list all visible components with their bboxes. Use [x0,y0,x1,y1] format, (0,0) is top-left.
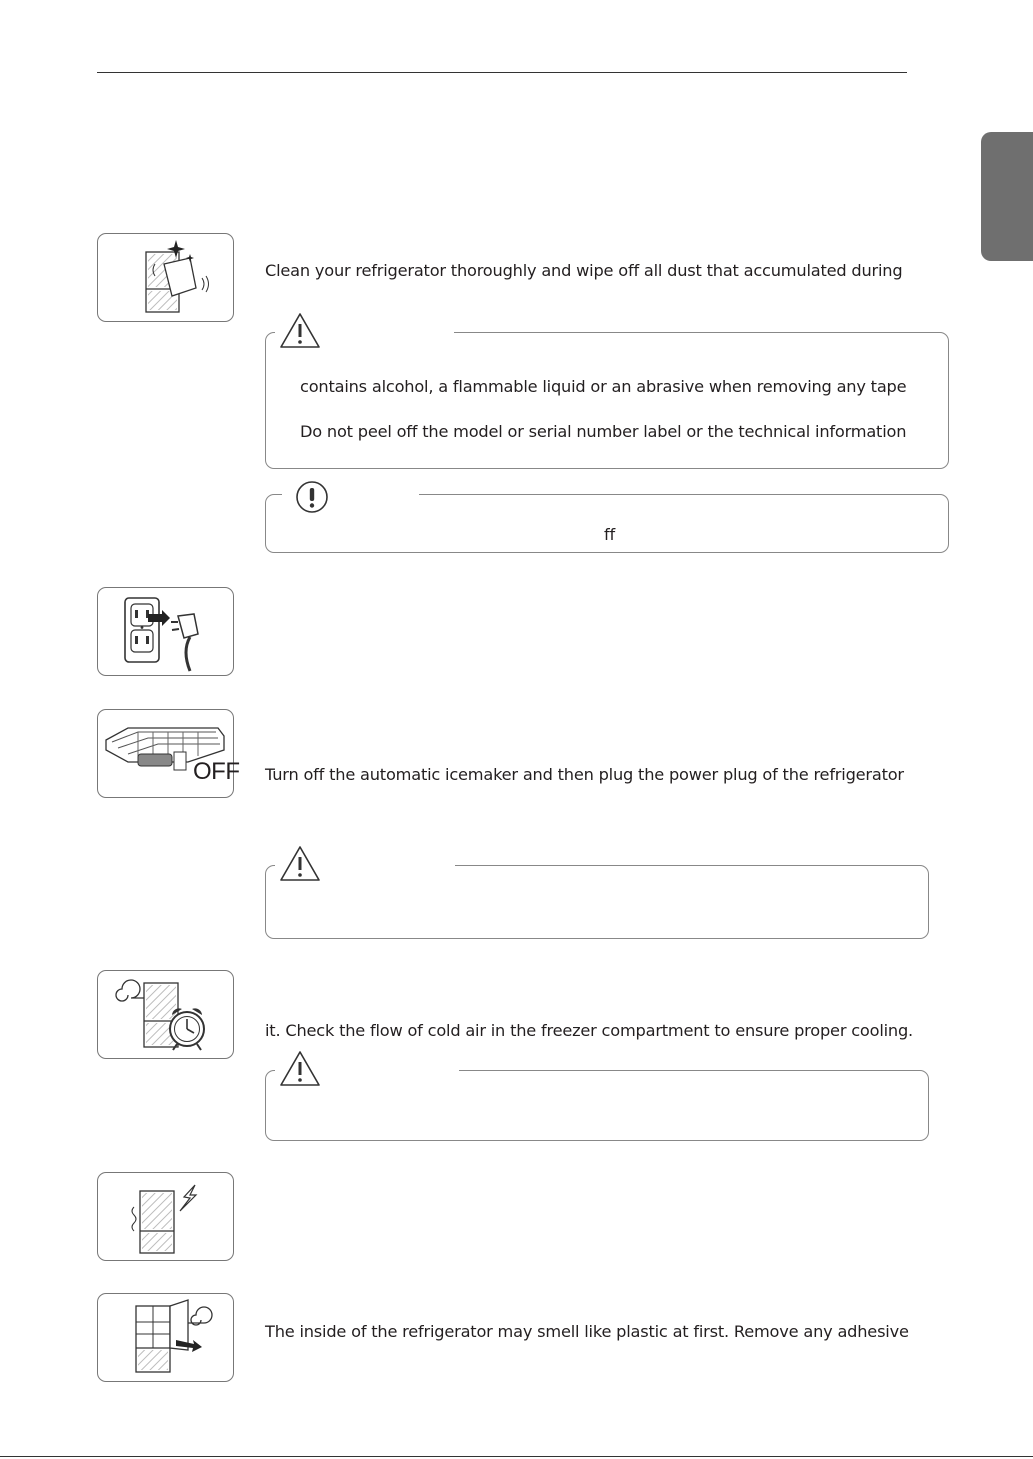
caution-box-1 [265,332,949,469]
note-1-line-1: ff [604,525,615,544]
caution-box-3 [265,1070,929,1141]
power-outlet-plug-icon [97,587,234,676]
refrigerator-noise-icon [97,1172,234,1261]
cleaning-cloth-icon [97,233,234,322]
icemaker-off-label: OFF [193,758,240,785]
caution-box-2 [265,865,929,939]
step-3-text: Turn off the automatic icemaker and then plug the power plug of the refrigerator [265,765,904,784]
step-1-text: Clean your refrigerator thoroughly and wipe off all dust that accumulated during [265,261,903,280]
step-6-text: The inside of the refrigerator may smell like plastic at first. Remove any adhesive [265,1322,909,1341]
note-box-1 [265,494,949,553]
icemaker-off-icon [97,709,240,798]
caution-1-line-1: contains alcohol, a flammable liquid or an abrasive when removing any tape [300,377,907,396]
note-exclamation-icon [295,480,329,514]
step-4-text: it. Check the flow of cold air in the freezer compartment to ensure proper cooling. [265,1021,914,1040]
header-rule [97,72,907,73]
warning-triangle-icon [278,844,322,884]
warning-triangle-icon [278,311,322,351]
caution-1-line-2: Do not peel off the model or serial number label or the technical information [300,422,907,441]
footer-rule [0,1456,1033,1457]
language-side-tab [981,132,1033,261]
warning-triangle-icon [278,1049,322,1089]
refrigerator-smell-icon [97,1293,234,1382]
cold-air-timer-icon [97,970,234,1059]
